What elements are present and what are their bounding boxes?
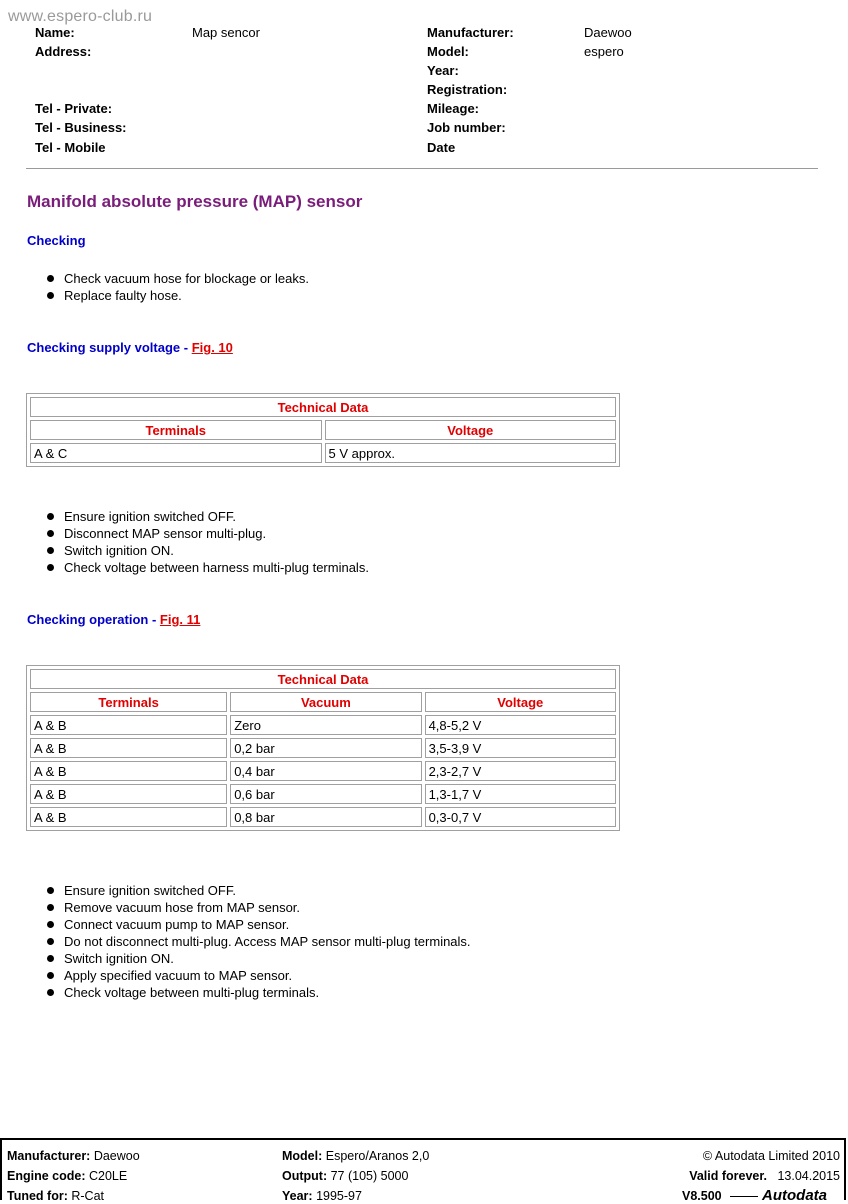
footer-engine-label: Engine code: (7, 1169, 86, 1183)
table-cell: 0,2 bar (230, 738, 421, 758)
footer-year-value: 1995-97 (316, 1189, 362, 1203)
list-item: Apply specified vacuum to MAP sensor. (36, 967, 471, 984)
table-row (30, 738, 616, 758)
supply-heading (27, 340, 233, 355)
supply-list (36, 508, 369, 576)
list-item: Check vacuum hose for blockage or leaks. (36, 270, 309, 287)
table-cell: 0,6 bar (230, 784, 421, 804)
list-item: Check voltage between harness multi-plug terminals. (36, 559, 369, 576)
list-item: Remove vacuum hose from MAP sensor. (36, 899, 471, 916)
mileage-label: Mileage: (427, 101, 480, 116)
list-item: Ensure ignition switched OFF. (36, 508, 369, 525)
operation-heading (27, 612, 200, 627)
footer-engine-value: C20LE (88, 1169, 128, 1183)
column-header: Terminals (30, 692, 227, 712)
manufacturer-value: Daewoo (584, 25, 632, 40)
footer-tuned-label: Tuned for: (7, 1189, 68, 1203)
column-header: Voltage (325, 420, 617, 440)
list-item: Ensure ignition switched OFF. (36, 882, 471, 899)
registration-label: Registration: (427, 82, 508, 97)
table-cell: A & B (30, 761, 227, 781)
watermark: www.espero-club.ru (8, 8, 153, 25)
supply-technical-data-table (26, 393, 620, 467)
list-item: Disconnect MAP sensor multi-plug. (36, 525, 369, 542)
tel-mobile-label: Tel - Mobile (35, 140, 106, 155)
fig-11-link[interactable]: Fig. 11 (159, 612, 201, 627)
model-label: Model: (427, 44, 469, 59)
checking-list (36, 270, 309, 304)
footer-manufacturer (7, 1149, 140, 1163)
header-divider (26, 168, 818, 169)
footer-tuned-value: R-Cat (71, 1189, 105, 1203)
list-item: Check voltage between multi-plug terminals. (36, 984, 471, 1001)
footer-version: V8.500 (682, 1189, 722, 1203)
list-item: Do not disconnect multi-plug. Access MAP sensor multi-plug terminals. (36, 933, 471, 950)
table-cell: 5 V approx. (325, 443, 617, 463)
table-row (30, 761, 616, 781)
footer-valid-label: Valid forever. (689, 1169, 768, 1183)
table-cell: A & B (30, 784, 227, 804)
table-cell: Zero (230, 715, 421, 735)
footer-tuned (7, 1189, 104, 1203)
column-header: Voltage (425, 692, 616, 712)
column-header: Terminals (30, 420, 322, 440)
footer-manufacturer-value: Daewoo (93, 1149, 140, 1163)
operation-technical-data-table (26, 665, 620, 831)
table-row (30, 784, 616, 804)
column-header: Vacuum (230, 692, 421, 712)
footer-valid-date: 13.04.2015 (777, 1169, 840, 1183)
list-item: Switch ignition ON. (36, 542, 369, 559)
list-item: Connect vacuum pump to MAP sensor. (36, 916, 471, 933)
footer-year-label: Year: (282, 1189, 313, 1203)
footer-model (282, 1149, 429, 1163)
table-cell: 0,8 bar (230, 807, 421, 827)
table-cell: A & B (30, 807, 227, 827)
footer-engine (7, 1169, 127, 1183)
operation-heading-text: Checking operation - (27, 612, 160, 627)
footer-output-value: 77 (105) 5000 (330, 1169, 409, 1183)
table-row (30, 715, 616, 735)
footer-output (282, 1169, 408, 1183)
name-label: Name: (35, 25, 75, 40)
table-cell: 4,8-5,2 V (425, 715, 616, 735)
operation-list (36, 882, 471, 1001)
list-item: Replace faulty hose. (36, 287, 309, 304)
table-cell: 1,3-1,7 V (425, 784, 616, 804)
footer-copyright: © Autodata Limited 2010 (702, 1149, 840, 1163)
model-value: espero (584, 44, 624, 59)
table-cell: A & C (30, 443, 322, 463)
address-label: Address: (35, 44, 92, 59)
autodata-logo: Autodata (762, 1187, 827, 1204)
footer-model-label: Model: (282, 1149, 323, 1163)
supply-heading-text: Checking supply voltage - (27, 340, 192, 355)
table-row (30, 443, 616, 463)
manufacturer-label: Manufacturer: (427, 25, 514, 40)
tel-business-label: Tel - Business: (35, 120, 127, 135)
footer-year (282, 1189, 362, 1203)
footer-output-label: Output: (282, 1169, 328, 1183)
table-cell: A & B (30, 715, 227, 735)
footer (0, 1138, 846, 1204)
date-label: Date (427, 140, 456, 155)
table-title: Technical Data (30, 397, 616, 417)
tel-private-label: Tel - Private: (35, 101, 113, 116)
table-cell: 0,4 bar (230, 761, 421, 781)
footer-logo-rule (730, 1196, 758, 1197)
footer-model-value: Espero/Aranos 2,0 (325, 1149, 430, 1163)
footer-valid (689, 1169, 840, 1183)
table-cell: 0,3-0,7 V (425, 807, 616, 827)
table-cell: 3,5-3,9 V (425, 738, 616, 758)
table-title: Technical Data (30, 669, 616, 689)
checking-heading: Checking (27, 233, 86, 248)
fig-10-link[interactable]: Fig. 10 (191, 340, 233, 355)
list-item: Switch ignition ON. (36, 950, 471, 967)
footer-manufacturer-label: Manufacturer: (7, 1149, 91, 1163)
table-cell: A & B (30, 738, 227, 758)
job-number-label: Job number: (427, 120, 506, 135)
name-value: Map sencor (192, 25, 260, 40)
year-label: Year: (427, 63, 459, 78)
table-cell: 2,3-2,7 V (425, 761, 616, 781)
page-title: Manifold absolute pressure (MAP) sensor (27, 192, 363, 211)
table-row (30, 807, 616, 827)
